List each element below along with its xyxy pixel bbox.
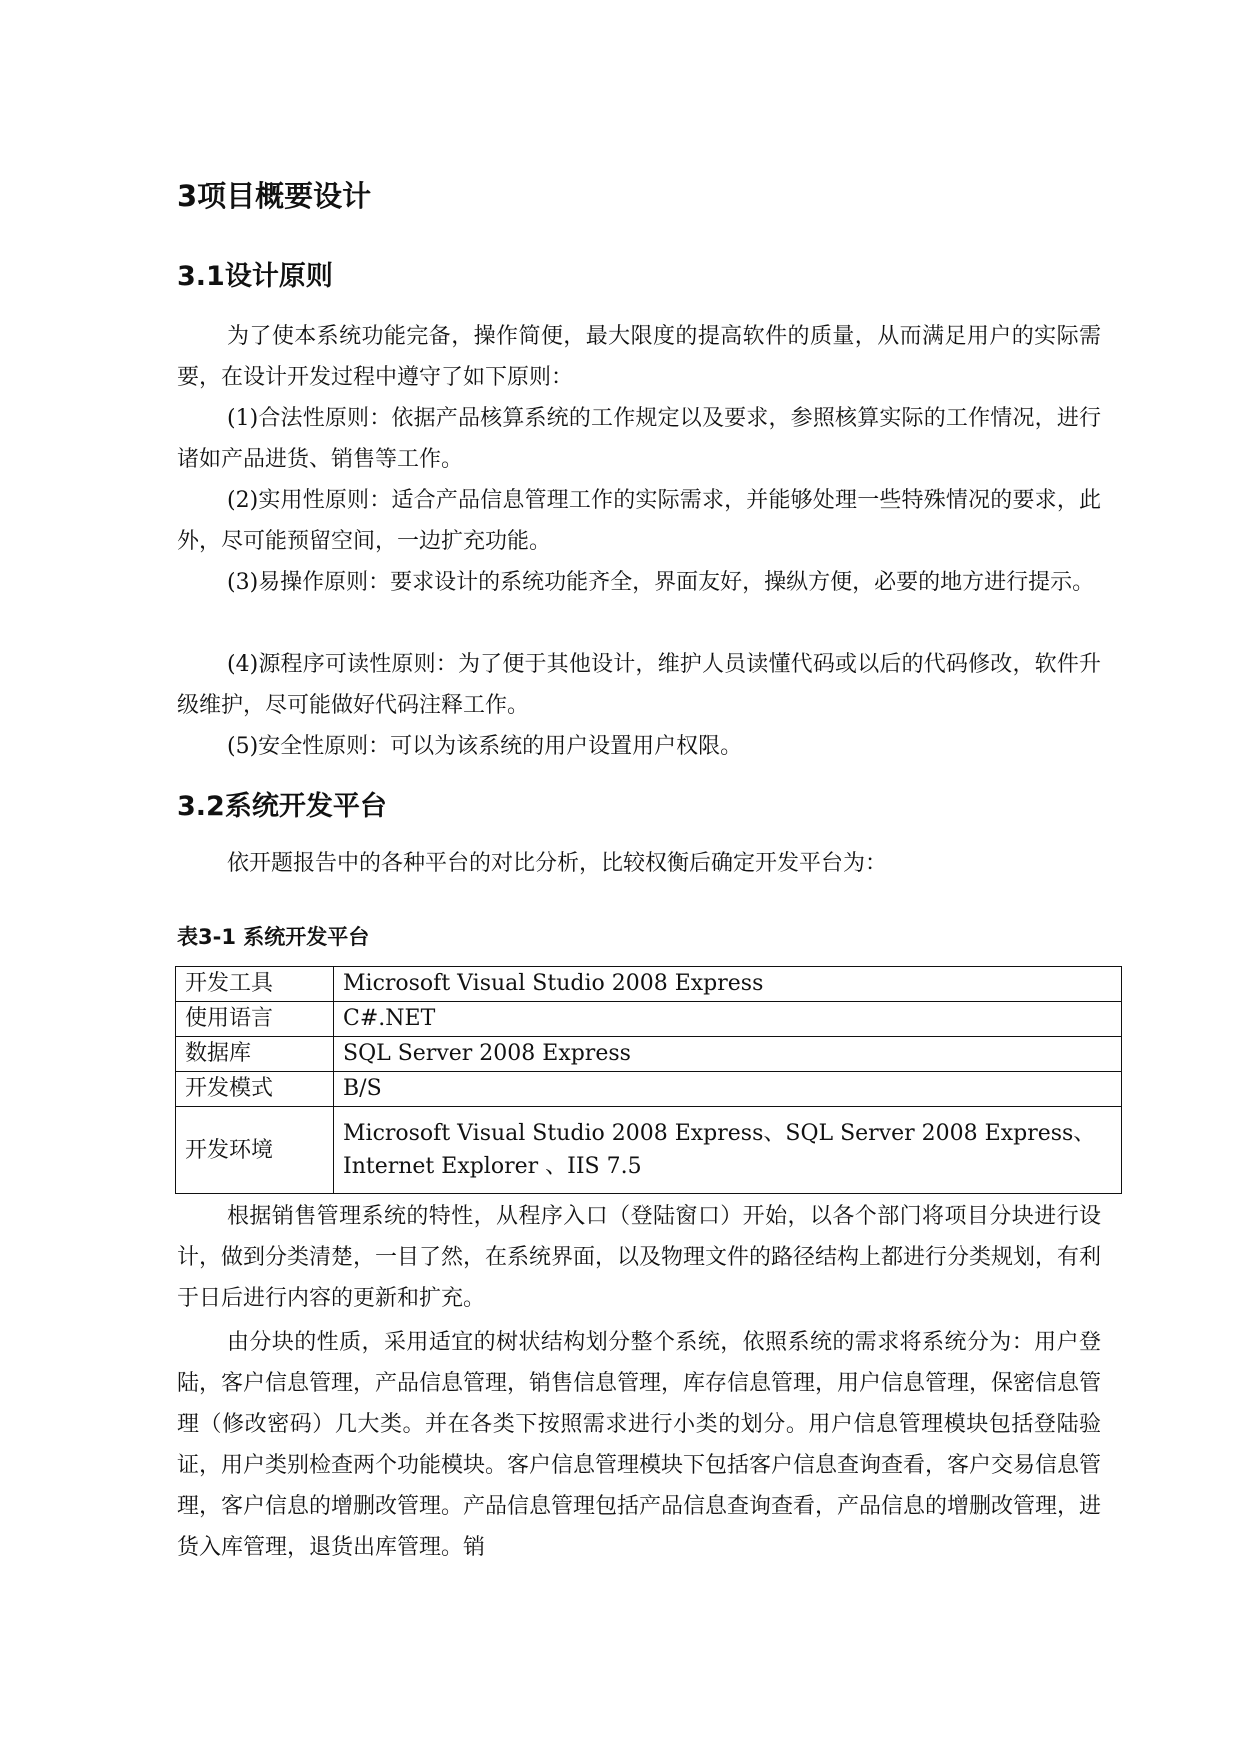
- body-paragraph-project-structure: 根据销售管理系统的特性，从程序入口（登陆窗口）开始，以各个部门将项目分块进行设计，做到分类清楚，一目了然，在系统界面，以及物理文件的路径结构上都进行分类规划，有利于日后进行内容的更新和扩充。: [177, 1204, 1102, 1311]
- chapter-title: 3项目概要设计: [177, 179, 372, 213]
- table-value-cell: C#.NET: [334, 1002, 1122, 1037]
- principle-practicality: (2)实用性原则：适合产品信息管理工作的实际需求，并能够处理一些特殊情况的要求，此外，尽可能预留空间，一边扩充功能。: [177, 488, 1101, 554]
- table-row: [176, 1072, 1122, 1107]
- section-title-dev-platform: 3.2系统开发平台: [177, 791, 387, 822]
- table-row: [176, 1107, 1122, 1194]
- principle-security: (5)安全性原则：可以为该系统的用户设置用户权限。: [227, 734, 743, 759]
- table-key-cell: 数据库: [176, 1037, 334, 1072]
- table-key-cell: 开发工具: [176, 967, 334, 1002]
- principle-ease-of-use: (3)易操作原则：要求设计的系统功能齐全，界面友好，操纵方便，必要的地方进行提示。: [227, 570, 1095, 595]
- table-value-cell: B/S: [334, 1072, 1122, 1107]
- design-principles-intro: 为了使本系统功能完备，操作简便，最大限度的提高软件的质量，从而满足用户的实际需要，在设计开发过程中遵守了如下原则：: [177, 324, 1101, 390]
- principle-readability: (4)源程序可读性原则：为了便于其他设计，维护人员读懂代码或以后的代码修改，软件升级维护，尽可能做好代码注释工作。: [177, 652, 1101, 718]
- table-row: [176, 967, 1122, 1002]
- table-key-cell: 开发模式: [176, 1072, 334, 1107]
- principle-legality: (1)合法性原则：依据产品核算系统的工作规定以及要求，参照核算实际的工作情况，进行诸如产品进货、销售等工作。: [177, 406, 1101, 472]
- body-paragraph-module-breakdown: 由分块的性质，采用适宜的树状结构划分整个系统，依照系统的需求将系统分为：用户登陆，客户信息管理，产品信息管理，销售信息管理，库存信息管理，用户信息管理，保密信息管理（修改密码）几大类。并在各类下按照需求进行小类的划分。用户信息管理模块包括登陆验证，用户类别检查两个功能模块。客户信息管理模块下包括客户信息查询查看，客户交易信息管理，客户信息的增删改管理。产品信息管理包括产品信息查询查看，产品信息的增删改管理，进货入库管理，退货出库管理。销: [177, 1330, 1102, 1560]
- table-value-cell: Microsoft Visual Studio 2008 Express: [334, 967, 1122, 1002]
- section-title-design-principles: 3.1设计原则: [177, 261, 333, 292]
- dev-platform-table: [175, 966, 1122, 1194]
- table-value-cell: Microsoft Visual Studio 2008 Express、SQL Server 2008 Express、Internet Explorer 、IIS 7.5: [334, 1107, 1122, 1194]
- table-key-cell: 开发环境: [176, 1107, 334, 1194]
- table-key-cell: 使用语言: [176, 1002, 334, 1037]
- table-value-cell: SQL Server 2008 Express: [334, 1037, 1122, 1072]
- dev-platform-intro: 依开题报告中的各种平台的对比分析，比较权衡后确定开发平台为：: [227, 851, 888, 876]
- table-row: [176, 1037, 1122, 1072]
- table-row: [176, 1002, 1122, 1037]
- table-caption: 表3-1 系统开发平台: [177, 925, 370, 949]
